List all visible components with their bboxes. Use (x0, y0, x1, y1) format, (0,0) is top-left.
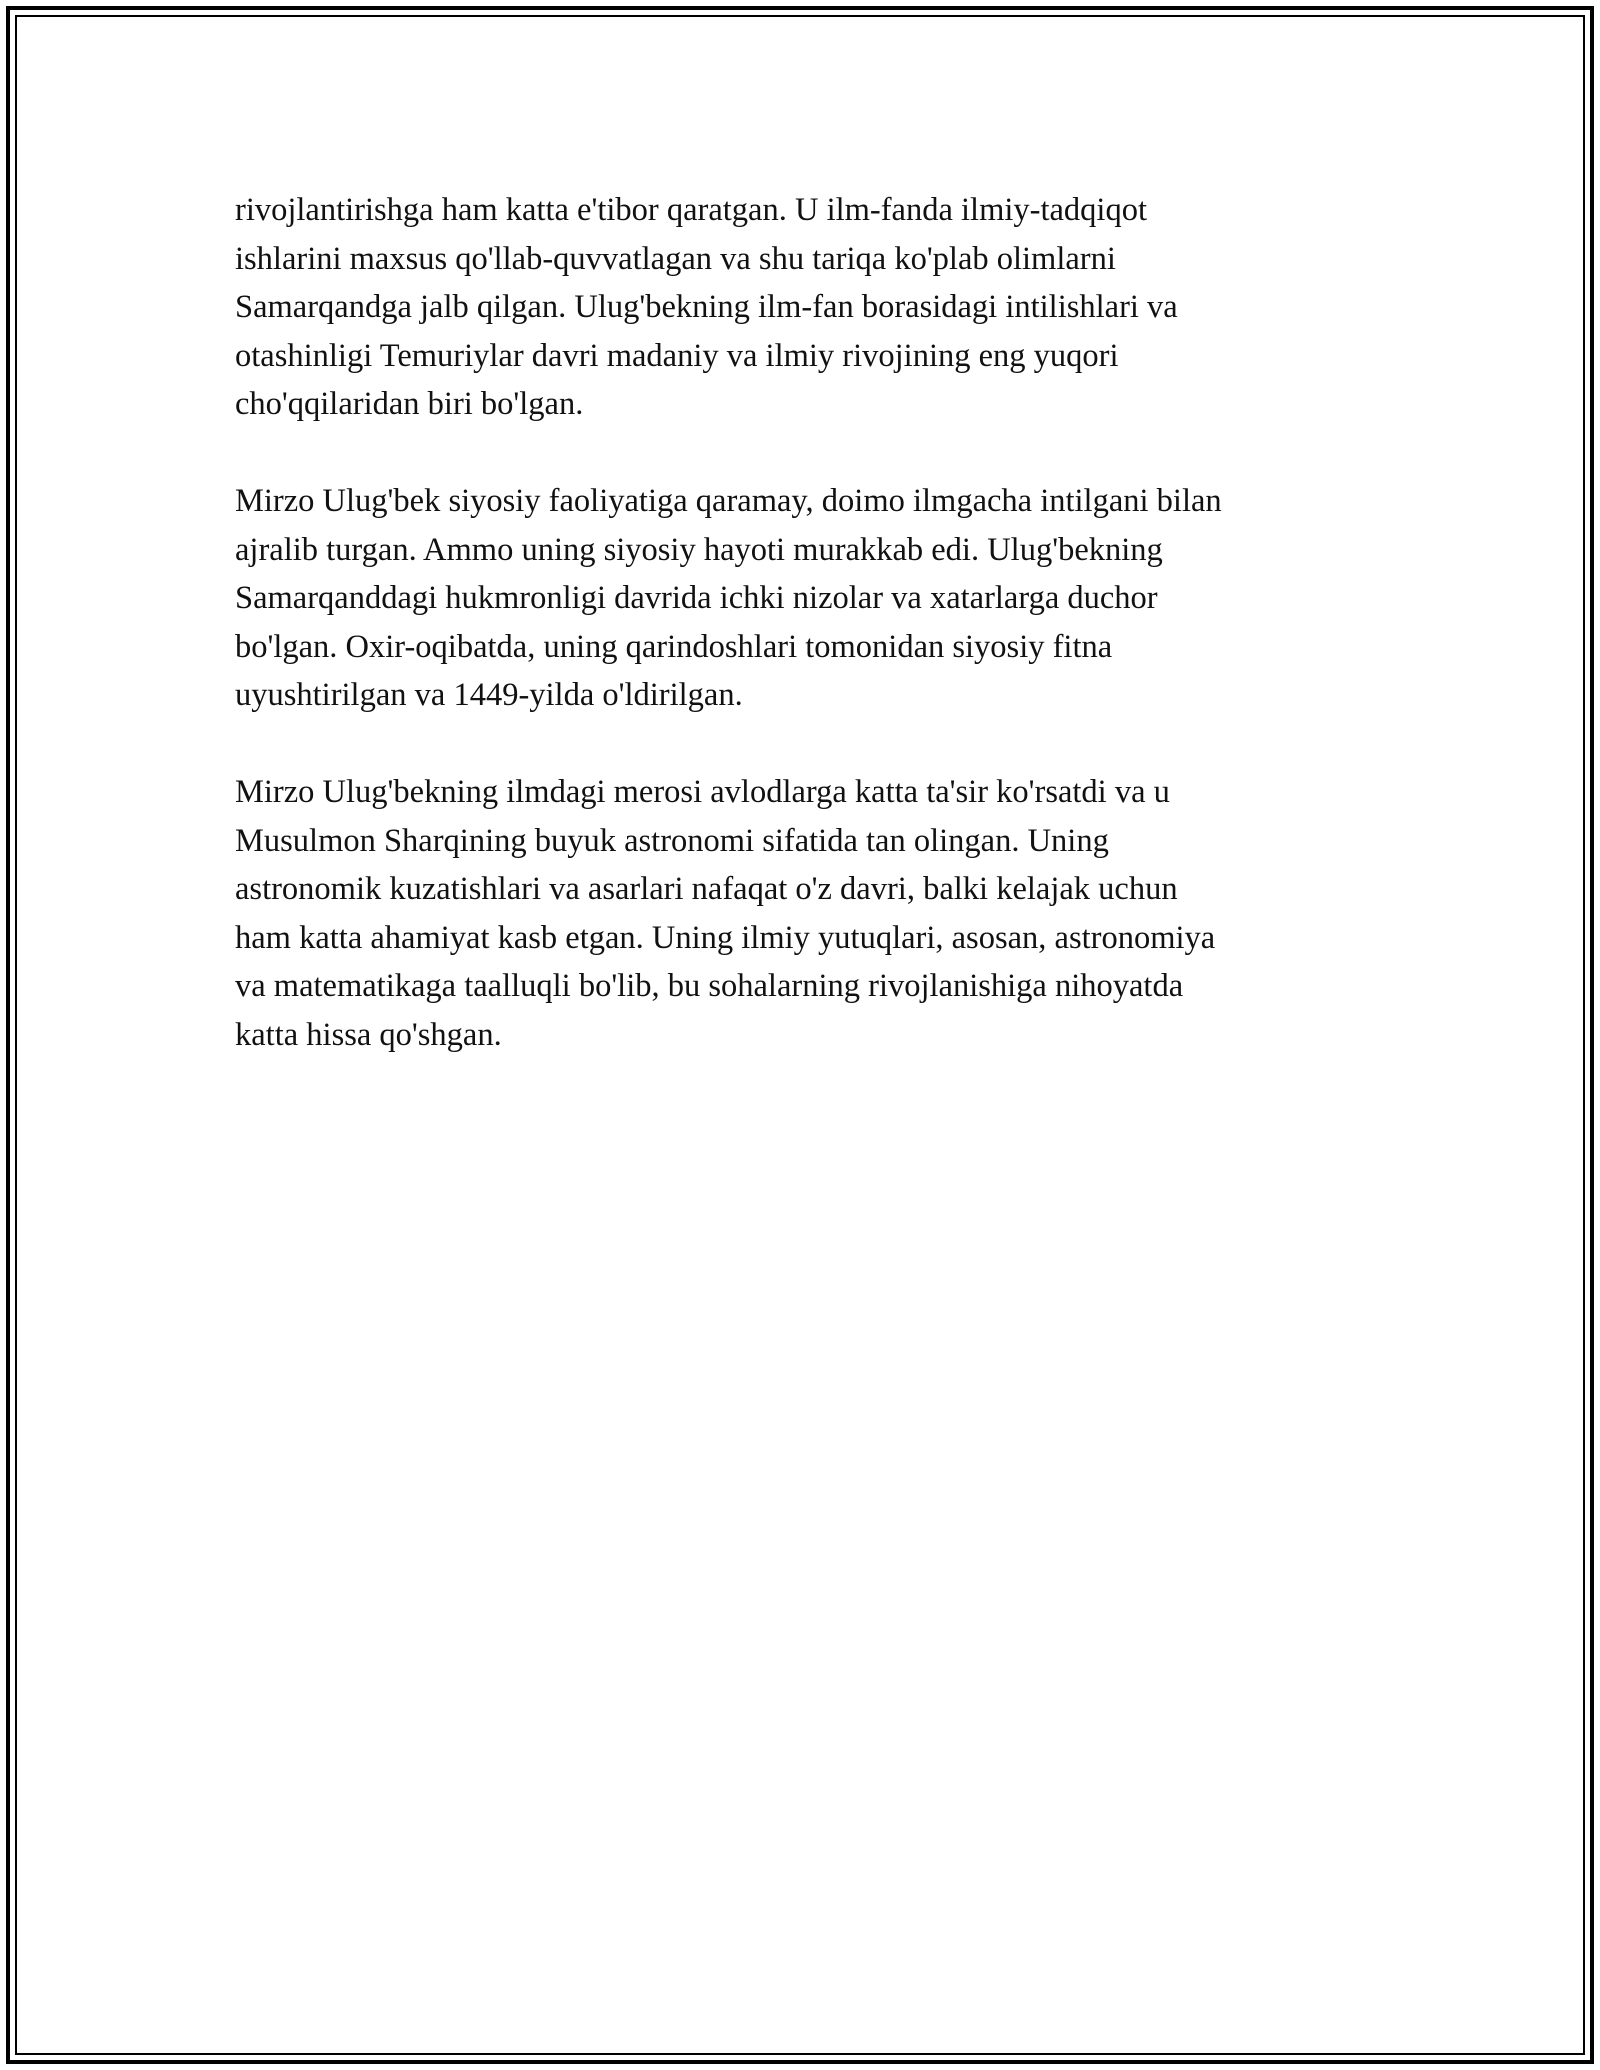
paragraph-2: Mirzo Ulug'bek siyosiy faoliyatiga qaramay, doimo ilmgacha intilgani bilan ajralib turgan. Ammo uning siyosiy hayoti murakkab edi. Ulug'bekning Samarqanddagi hukmronligi davrida ichki nizolar va xatarlarga duchor bo'lgan. Oxir-oqibatda, uning qarindoshlari tomonidan siyosiy fitna uyushtirilgan va 1449-yilda o'ldirilgan. (235, 483, 1222, 713)
document-body (235, 186, 1365, 1108)
paragraph-3: Mirzo Ulug'bekning ilmdagi merosi avlodlarga katta ta'sir ko'rsatdi va u Musulmon Sharqining buyuk astronomi sifatida tan olingan. Uning astronomik kuzatishlari va asarlari nafaqat o'z davri, balki kelajak uchun ham katta ahamiyat kasb etgan. Uning ilmiy yutuqlari, asosan, astronomiya va matematikaga taalluqli bo'lib, bu sohalarning rivojlanishiga nihoyatda katta hissa qo'shgan. (235, 774, 1216, 1053)
paragraph-1: rivojlantirishga ham katta e'tibor qaratgan. U ilm-fanda ilmiy-tadqiqot ishlarini maxsus qo'llab-quvvatlagan va shu tariqa ko'plab olimlarni Samarqandga jalb qilgan. Ulug'bekning ilm-fan borasidagi intilishlari va otashinligi Temuriylar davri madaniy va ilmiy rivojining eng yuqori cho'qqilaridan biri bo'lgan. (235, 192, 1178, 422)
